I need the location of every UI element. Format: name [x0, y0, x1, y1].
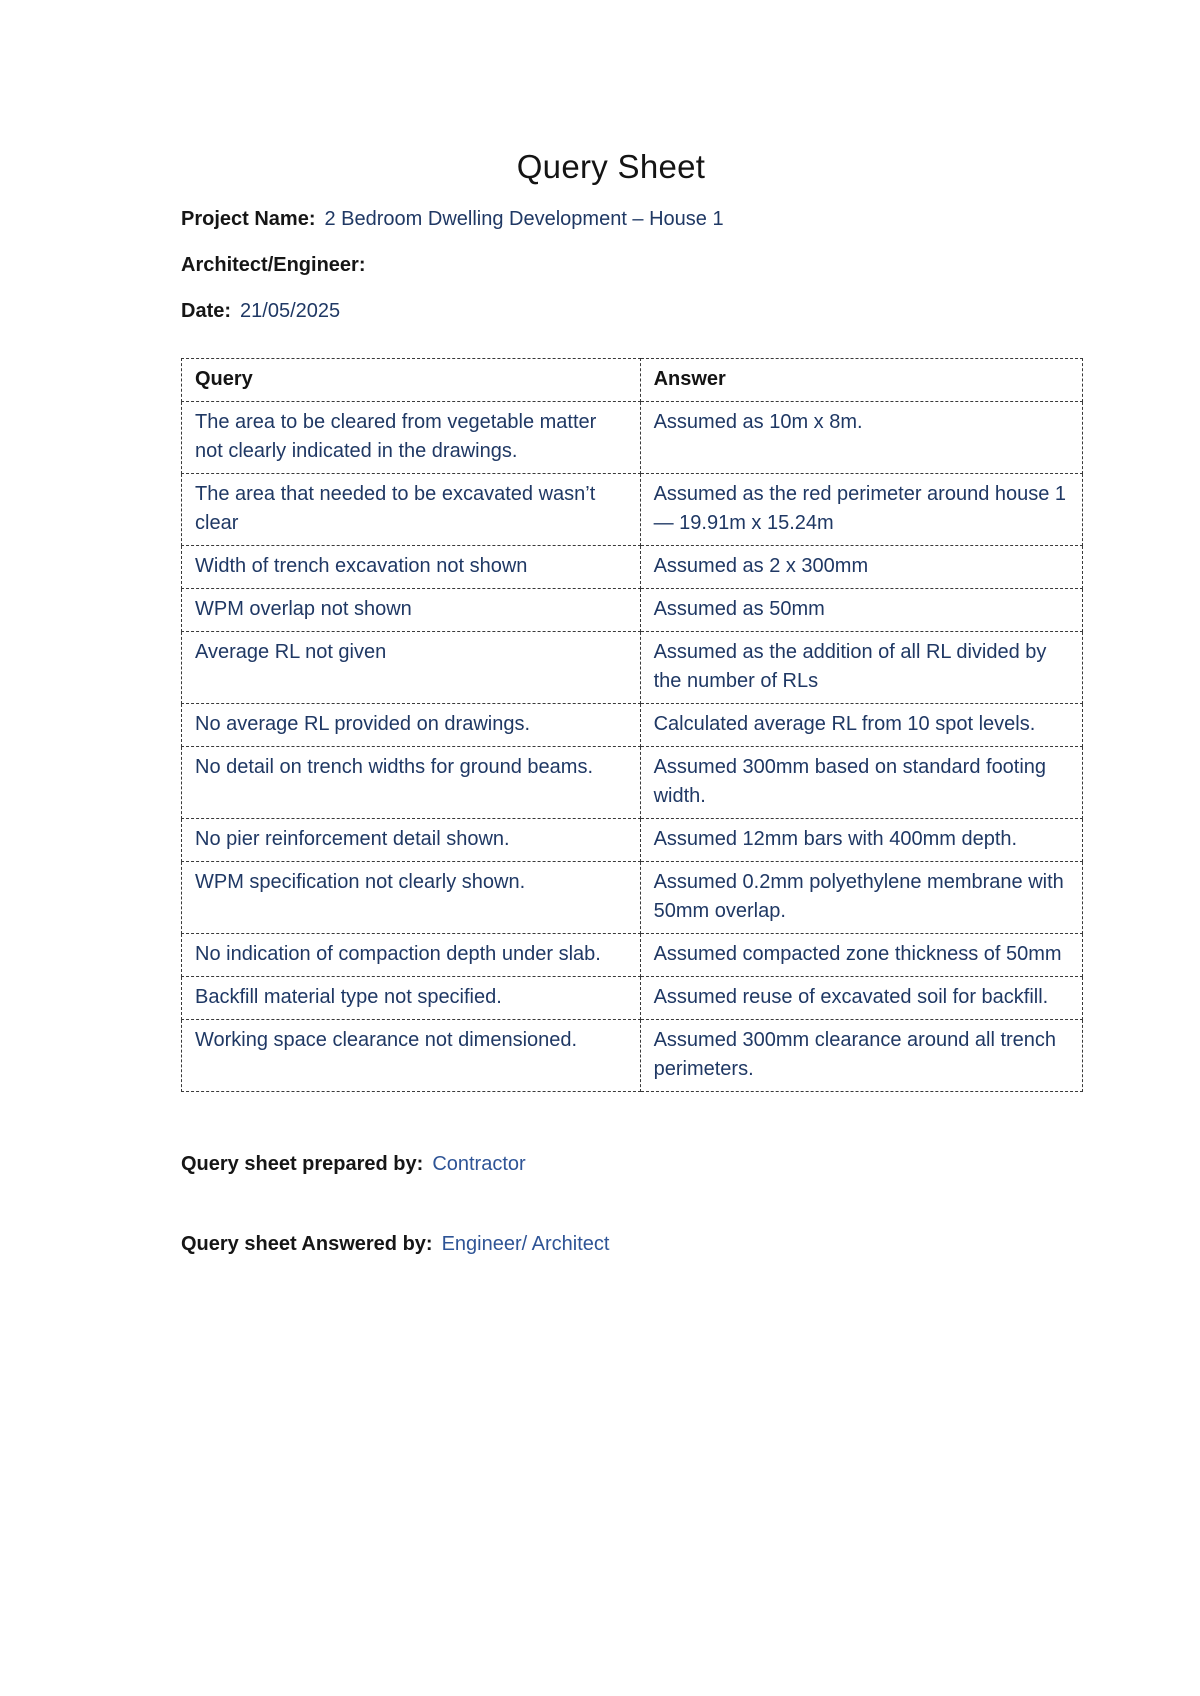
info-block — [181, 205, 1083, 326]
answer-cell: Assumed compacted zone thickness of 50mm — [640, 934, 1082, 977]
query-cell: No indication of compaction depth under slab. — [182, 934, 641, 977]
query-cell: The area that needed to be excavated wasn’t clear — [182, 474, 641, 546]
footer-field-label: Query sheet prepared by: — [181, 1153, 424, 1175]
answer-cell: Assumed reuse of excavated soil for backfill. — [640, 977, 1082, 1020]
answer-cell: Assumed 0.2mm polyethylene membrane with 50mm overlap. — [640, 862, 1082, 934]
table-row — [182, 862, 1083, 934]
table-row — [182, 589, 1083, 632]
query-cell: Average RL not given — [182, 632, 641, 704]
query-column-header: Query — [182, 359, 641, 402]
answer-cell: Assumed 300mm clearance around all trench perimeters. — [640, 1020, 1082, 1092]
table-row — [182, 474, 1083, 546]
answer-cell: Assumed 300mm based on standard footing width. — [640, 747, 1082, 819]
answer-cell: Assumed as the addition of all RL divided by the number of RLs — [640, 632, 1082, 704]
answer-cell: Assumed as 2 x 300mm — [640, 546, 1082, 589]
footer-field-value: Contractor — [432, 1153, 526, 1175]
table-row — [182, 402, 1083, 474]
table-row — [182, 819, 1083, 862]
query-cell: WPM overlap not shown — [182, 589, 641, 632]
footer-field — [181, 1150, 1083, 1179]
query-cell: The area to be cleared from vegetable matter not clearly indicated in the drawings. — [182, 402, 641, 474]
answer-cell: Assumed as the red perimeter around house 1 — 19.91m x 15.24m — [640, 474, 1082, 546]
table-row — [182, 546, 1083, 589]
footer-field — [181, 1230, 1083, 1259]
table-row — [182, 704, 1083, 747]
table-row — [182, 747, 1083, 819]
info-field-label: Date: — [181, 300, 232, 322]
info-field — [181, 205, 1083, 234]
info-field-value: 2 Bedroom Dwelling Development – House 1 — [324, 208, 724, 230]
query-cell: WPM specification not clearly shown. — [182, 862, 641, 934]
query-cell: Backfill material type not specified. — [182, 977, 641, 1020]
info-field-label: Architect/Engineer: — [181, 254, 366, 276]
answer-cell: Assumed as 10m x 8m. — [640, 402, 1082, 474]
answer-cell: Calculated average RL from 10 spot levels. — [640, 704, 1082, 747]
info-field-value: 21/05/2025 — [240, 300, 341, 322]
table-row — [182, 1020, 1083, 1092]
info-field — [181, 251, 1083, 280]
answer-cell: Assumed as 50mm — [640, 589, 1082, 632]
query-table — [181, 358, 1083, 1092]
footer-field-value: Engineer/ Architect — [441, 1233, 610, 1255]
answer-column-header: Answer — [640, 359, 1082, 402]
table-row — [182, 977, 1083, 1020]
table-row — [182, 632, 1083, 704]
query-cell: No pier reinforcement detail shown. — [182, 819, 641, 862]
footer-field-label: Query sheet Answered by: — [181, 1233, 433, 1255]
table-row — [182, 934, 1083, 977]
table-header-row — [182, 359, 1083, 402]
info-field-label: Project Name: — [181, 208, 316, 230]
info-field — [181, 297, 1083, 326]
footer-block — [181, 1150, 1083, 1259]
document-title: Query Sheet — [516, 148, 706, 185]
query-cell: Working space clearance not dimensioned. — [182, 1020, 641, 1092]
query-cell: No average RL provided on drawings. — [182, 704, 641, 747]
query-cell: No detail on trench widths for ground beams. — [182, 747, 641, 819]
answer-cell: Assumed 12mm bars with 400mm depth. — [640, 819, 1082, 862]
query-cell: Width of trench excavation not shown — [182, 546, 641, 589]
